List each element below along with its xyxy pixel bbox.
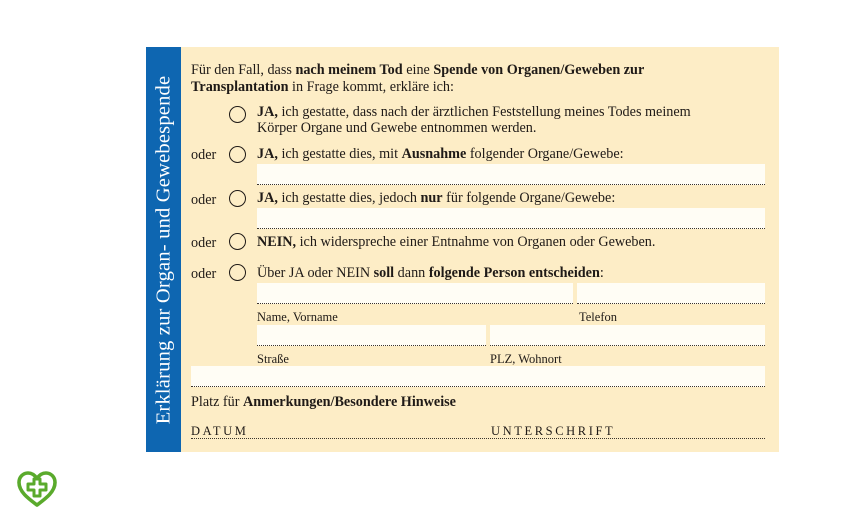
option-no-radio[interactable]: [229, 233, 246, 250]
except-organs-field[interactable]: [257, 164, 765, 185]
option-yes-all-line-2: Körper Organe und Gewebe entnommen werden.: [257, 120, 537, 136]
intro-line-2: Transplantation in Frage kommt, erkläre ich:: [191, 79, 454, 95]
name-label: Name, Vorname: [257, 310, 338, 324]
signature-label: UNTERSCHRIFT: [491, 424, 616, 438]
option-yes-except-radio[interactable]: [229, 146, 246, 163]
card-sidebar: [146, 47, 181, 452]
remarks-field[interactable]: [191, 366, 765, 387]
option-yes-all-line-1: JA, ich gestatte, dass nach der ärztlichen Feststellung meines Todes meinem: [257, 104, 691, 120]
street-field[interactable]: [257, 325, 486, 346]
intro-line-1: Für den Fall, dass nach meinem Tod eine Spende von Organen/Geweben zur: [191, 62, 645, 78]
remarks-label: Platz für Anmerkungen/Besondere Hinweise: [191, 394, 456, 410]
phone-label: Telefon: [579, 310, 617, 324]
date-label: DATUM: [191, 424, 249, 438]
card-content: [191, 47, 765, 452]
oder-label: oder: [191, 266, 217, 282]
heart-with-cross-icon: [16, 470, 58, 508]
oder-label: oder: [191, 147, 217, 163]
organ-donor-card: [146, 47, 779, 452]
option-no-text: NEIN, ich widerspreche einer Entnahme von Organen oder Geweben.: [257, 234, 656, 250]
option-yes-all-radio[interactable]: [229, 106, 246, 123]
option-yes-only-radio[interactable]: [229, 190, 246, 207]
street-label: Straße: [257, 352, 289, 366]
phone-field[interactable]: [577, 283, 765, 304]
date-signature-line: [191, 438, 765, 439]
only-organs-field[interactable]: [257, 208, 765, 229]
side-title: Erklärung zur Organ- und Gewebespende: [152, 75, 174, 424]
oder-label: oder: [191, 235, 217, 251]
option-person-decides-radio[interactable]: [229, 264, 246, 281]
option-yes-except-text: JA, ich gestatte dies, mit Ausnahme folgender Organe/Gewebe:: [257, 146, 624, 162]
oder-label: oder: [191, 192, 217, 208]
name-field[interactable]: [257, 283, 573, 304]
option-yes-only-text: JA, ich gestatte dies, jedoch nur für folgende Organe/Gewebe:: [257, 190, 616, 206]
city-label: PLZ, Wohnort: [490, 352, 562, 366]
option-person-decides-text: Über JA oder NEIN soll dann folgende Person entscheiden:: [257, 265, 604, 281]
city-field[interactable]: [490, 325, 765, 346]
